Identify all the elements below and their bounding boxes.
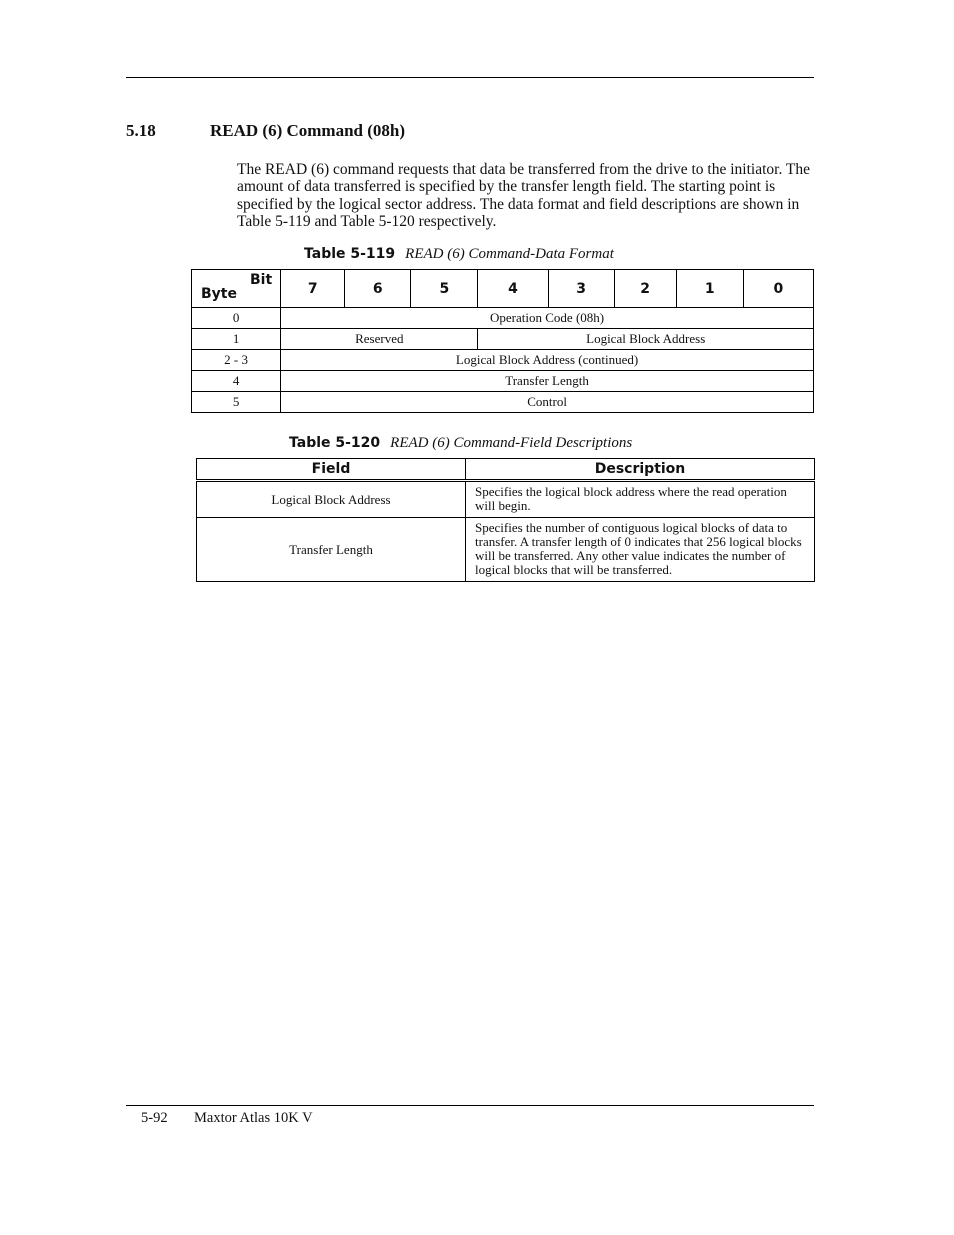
field-descriptions-table bbox=[196, 458, 815, 582]
table-row bbox=[192, 329, 814, 350]
bit-header: Bit bbox=[249, 272, 273, 288]
byte-cell: 4 bbox=[192, 371, 281, 392]
byte-header: Byte bbox=[201, 286, 237, 302]
bit-header-row bbox=[192, 270, 814, 308]
field-cell: Logical Block Address (continued) bbox=[281, 350, 814, 371]
bit-2-header: 2 bbox=[614, 270, 676, 308]
bit-7-header: 7 bbox=[281, 270, 345, 308]
description-column-header: Description bbox=[466, 459, 815, 481]
page-number: 5-92 bbox=[141, 1110, 168, 1126]
footer-rule bbox=[126, 1105, 814, 1106]
data-format-table bbox=[191, 269, 814, 413]
bit-byte-corner-cell bbox=[192, 270, 281, 308]
section-title: READ (6) Command (08h) bbox=[210, 121, 406, 140]
field-column-header: Field bbox=[197, 459, 466, 481]
footer-product-name: Maxtor Atlas 10K V bbox=[194, 1110, 313, 1126]
table-row bbox=[197, 481, 815, 518]
table-119-title: READ (6) Command-Data Format bbox=[405, 246, 614, 262]
table-120-caption bbox=[289, 435, 632, 452]
table-row bbox=[192, 308, 814, 329]
header-row bbox=[197, 459, 815, 481]
bit-5-header: 5 bbox=[411, 270, 478, 308]
field-cell: Control bbox=[281, 392, 814, 413]
table-row bbox=[192, 392, 814, 413]
section-number: 5.18 bbox=[126, 121, 156, 140]
field-name-cell: Transfer Length bbox=[197, 518, 466, 582]
table-row bbox=[192, 371, 814, 392]
bit-4-header: 4 bbox=[478, 270, 548, 308]
table-119-label: Table 5-119 bbox=[304, 246, 396, 262]
bit-1-header: 1 bbox=[676, 270, 743, 308]
byte-cell: 2 - 3 bbox=[192, 350, 281, 371]
reserved-cell: Reserved bbox=[281, 329, 478, 350]
field-name-cell: Logical Block Address bbox=[197, 481, 466, 518]
bit-6-header: 6 bbox=[345, 270, 411, 308]
description-cell: Specifies the number of contiguous logical blocks of data to transfer. A transfer length of 0 indicates that 256 logical blocks will be transferred. Any other value indicates the number of logical blocks that will be transferred. bbox=[466, 518, 815, 582]
bit-3-header: 3 bbox=[548, 270, 614, 308]
table-119-caption bbox=[304, 246, 614, 263]
field-cell: Transfer Length bbox=[281, 371, 814, 392]
description-cell: Specifies the logical block address where the read operation will begin. bbox=[466, 481, 815, 518]
byte-cell: 1 bbox=[192, 329, 281, 350]
header-rule bbox=[126, 77, 814, 78]
table-row bbox=[192, 350, 814, 371]
intro-paragraph: The READ (6) command requests that data be transferred from the drive to the initiator. The amount of data transferred is specified by the transfer length field. The starting point is specified by the logical sector address. The data format and field descriptions are shown in Table 5-119 and Table 5-120 respectively. bbox=[237, 161, 811, 230]
byte-cell: 5 bbox=[192, 392, 281, 413]
table-120-title: READ (6) Command-Field Descriptions bbox=[390, 435, 633, 451]
byte-cell: 0 bbox=[192, 308, 281, 329]
field-cell: Logical Block Address bbox=[478, 329, 814, 350]
bit-0-header: 0 bbox=[743, 270, 813, 308]
field-cell: Operation Code (08h) bbox=[281, 308, 814, 329]
table-row bbox=[197, 518, 815, 582]
table-120-label: Table 5-120 bbox=[289, 435, 381, 451]
